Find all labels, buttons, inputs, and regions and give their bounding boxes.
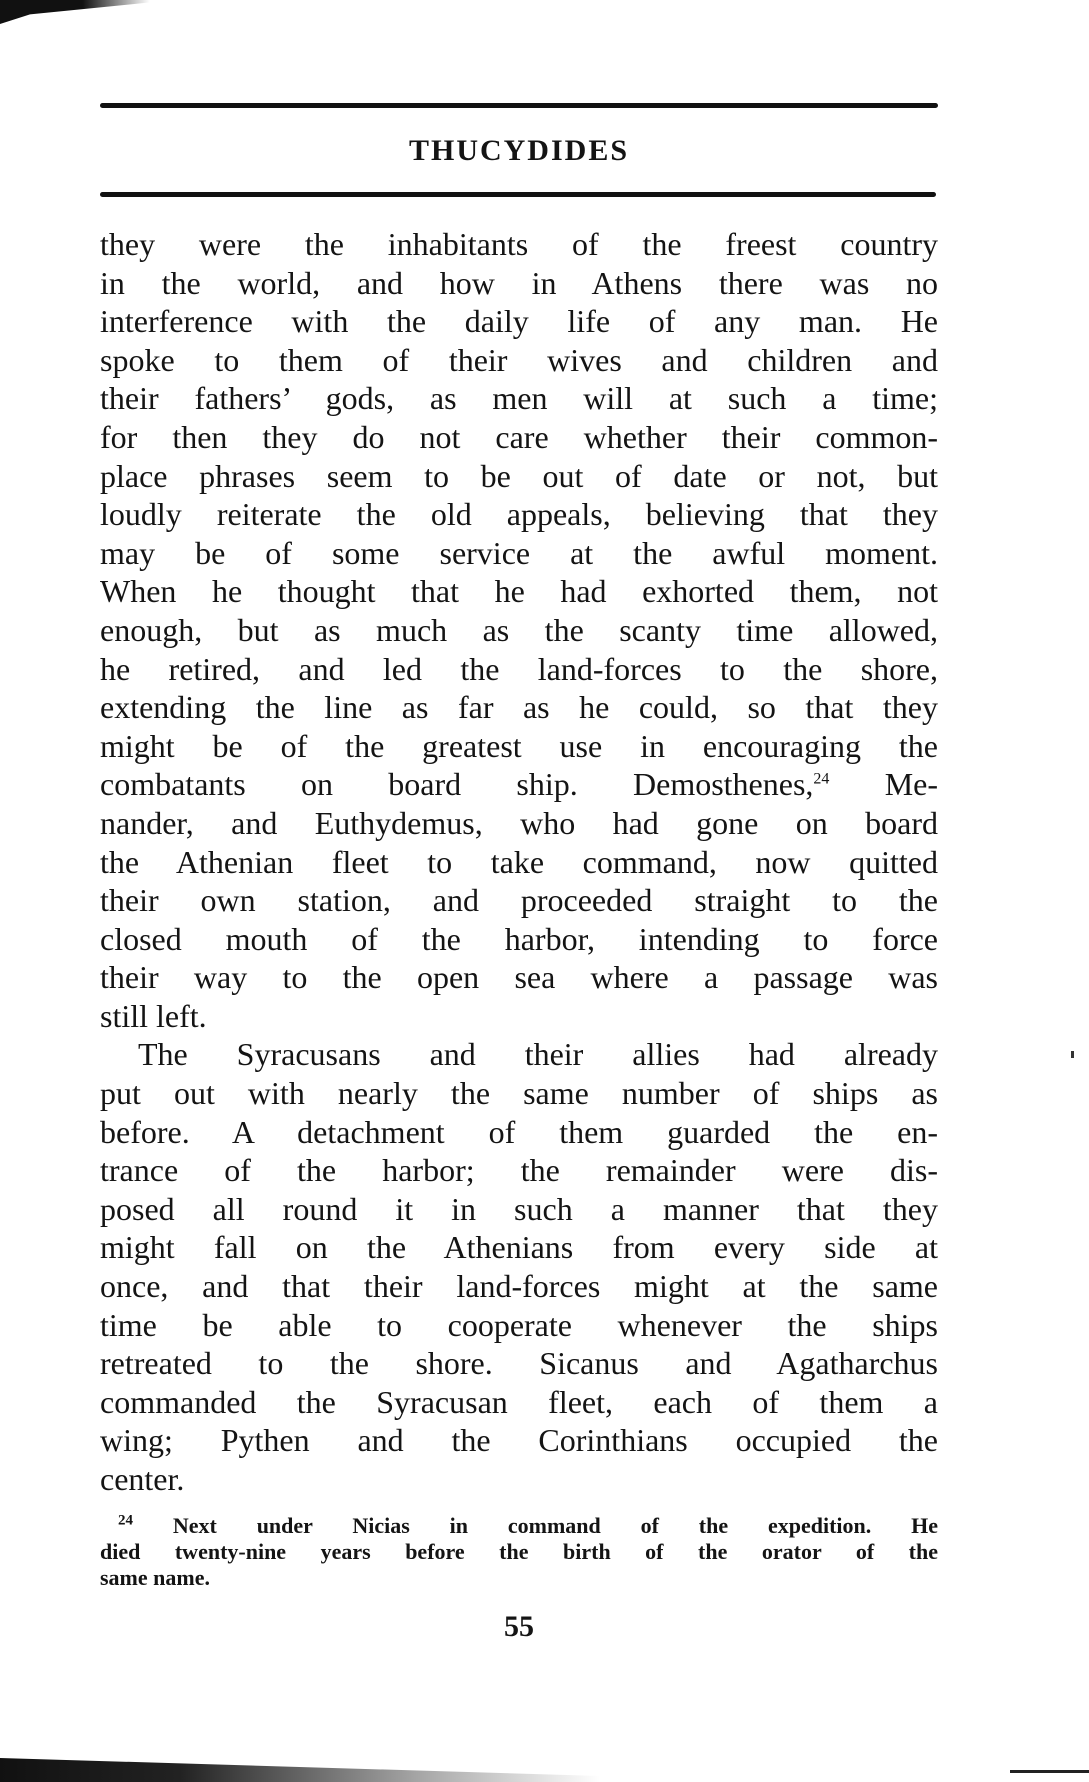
text-line: their own station, and proceeded straight to the [100, 882, 938, 919]
paragraph-2 [100, 1035, 938, 1498]
scan-edge-mark-bottom-right [1010, 1770, 1089, 1773]
text-line: might be of the greatest use in encouraging the [100, 727, 938, 764]
text-line: their fathers’ gods, as men will at such a time; [100, 380, 938, 417]
scan-edge-mark-bottom [0, 1752, 600, 1782]
text-line: commanded the Syracusan fleet, each of them a [100, 1383, 938, 1420]
text-segment: combatants on board ship. Demosthenes, [100, 766, 814, 803]
text-line: in the world, and how in Athens there was no [100, 264, 938, 301]
text-line: they were the inhabitants of the freest country [100, 226, 938, 262]
scan-edge-mark-top [0, 0, 150, 24]
text-line: time be able to cooperate whenever the ships [100, 1306, 938, 1343]
text-line: retreated to the shore. Sicanus and Agatharchus [100, 1345, 938, 1382]
text-line: he retired, and led the land-forces to the shore, [100, 650, 938, 687]
text-line: loudly reiterate the old appeals, believing that they [100, 496, 938, 533]
text-line: nander, and Euthydemus, who had gone on board [100, 804, 938, 841]
text-line: place phrases seem to be out of date or not, but [100, 457, 938, 494]
text-line: the Athenian fleet to take command, now quitted [100, 843, 938, 880]
footnote-text: Next under Nicias in command of the expedition. He [172, 1513, 938, 1538]
scan-speck [1071, 1051, 1074, 1058]
footnote-line [100, 1513, 938, 1539]
footnote-reference: 24 [813, 770, 830, 788]
text-line-with-footnote-ref [100, 765, 938, 804]
text-line: interference with the daily life of any man. He [100, 303, 938, 340]
text-line: before. A detachment of them guarded the en- [100, 1113, 938, 1150]
text-line: When he thought that he had exhorted them, not [100, 573, 938, 610]
text-line: still left. [100, 997, 207, 1034]
page-number: 55 [504, 1610, 534, 1643]
text-line: might fall on the Athenians from every side at [100, 1229, 938, 1266]
footnote [100, 1513, 938, 1591]
text-line: put out with nearly the same number of ships as [100, 1075, 938, 1112]
text-line: enough, but as much as the scanty time allowed, [100, 611, 938, 648]
body-text [100, 225, 938, 1499]
header-rule-top [100, 103, 938, 108]
text-segment: Me- [829, 766, 938, 803]
text-line: posed all round it in such a manner that they [100, 1190, 938, 1227]
text-line: closed mouth of the harbor, intending to force [100, 920, 938, 957]
footnote-line: same name. [100, 1565, 210, 1590]
text-line: The Syracusans and their allies had already [138, 1036, 938, 1073]
text-line: spoke to them of their wives and children and [100, 341, 938, 378]
text-line: center. [100, 1461, 185, 1497]
text-line: trance of the harbor; the remainder were dis- [100, 1152, 938, 1189]
footnote-number: 24 [118, 1513, 133, 1529]
footnote-line: died twenty-nine years before the birth of the orator of the [100, 1539, 938, 1564]
text-line: their way to the open sea where a passage was [100, 959, 938, 996]
text-line: wing; Pythen and the Corinthians occupied the [100, 1422, 938, 1459]
paragraph-1 [100, 225, 938, 1035]
running-head: THUCYDIDES [408, 134, 630, 167]
text-line: once, and that their land-forces might at the same [100, 1268, 938, 1305]
text-line: may be of some service at the awful moment. [100, 534, 938, 571]
header-rule-bottom [100, 192, 936, 197]
text-line: extending the line as far as he could, so that they [100, 689, 938, 726]
text-line: for then they do not care whether their common- [100, 418, 938, 455]
